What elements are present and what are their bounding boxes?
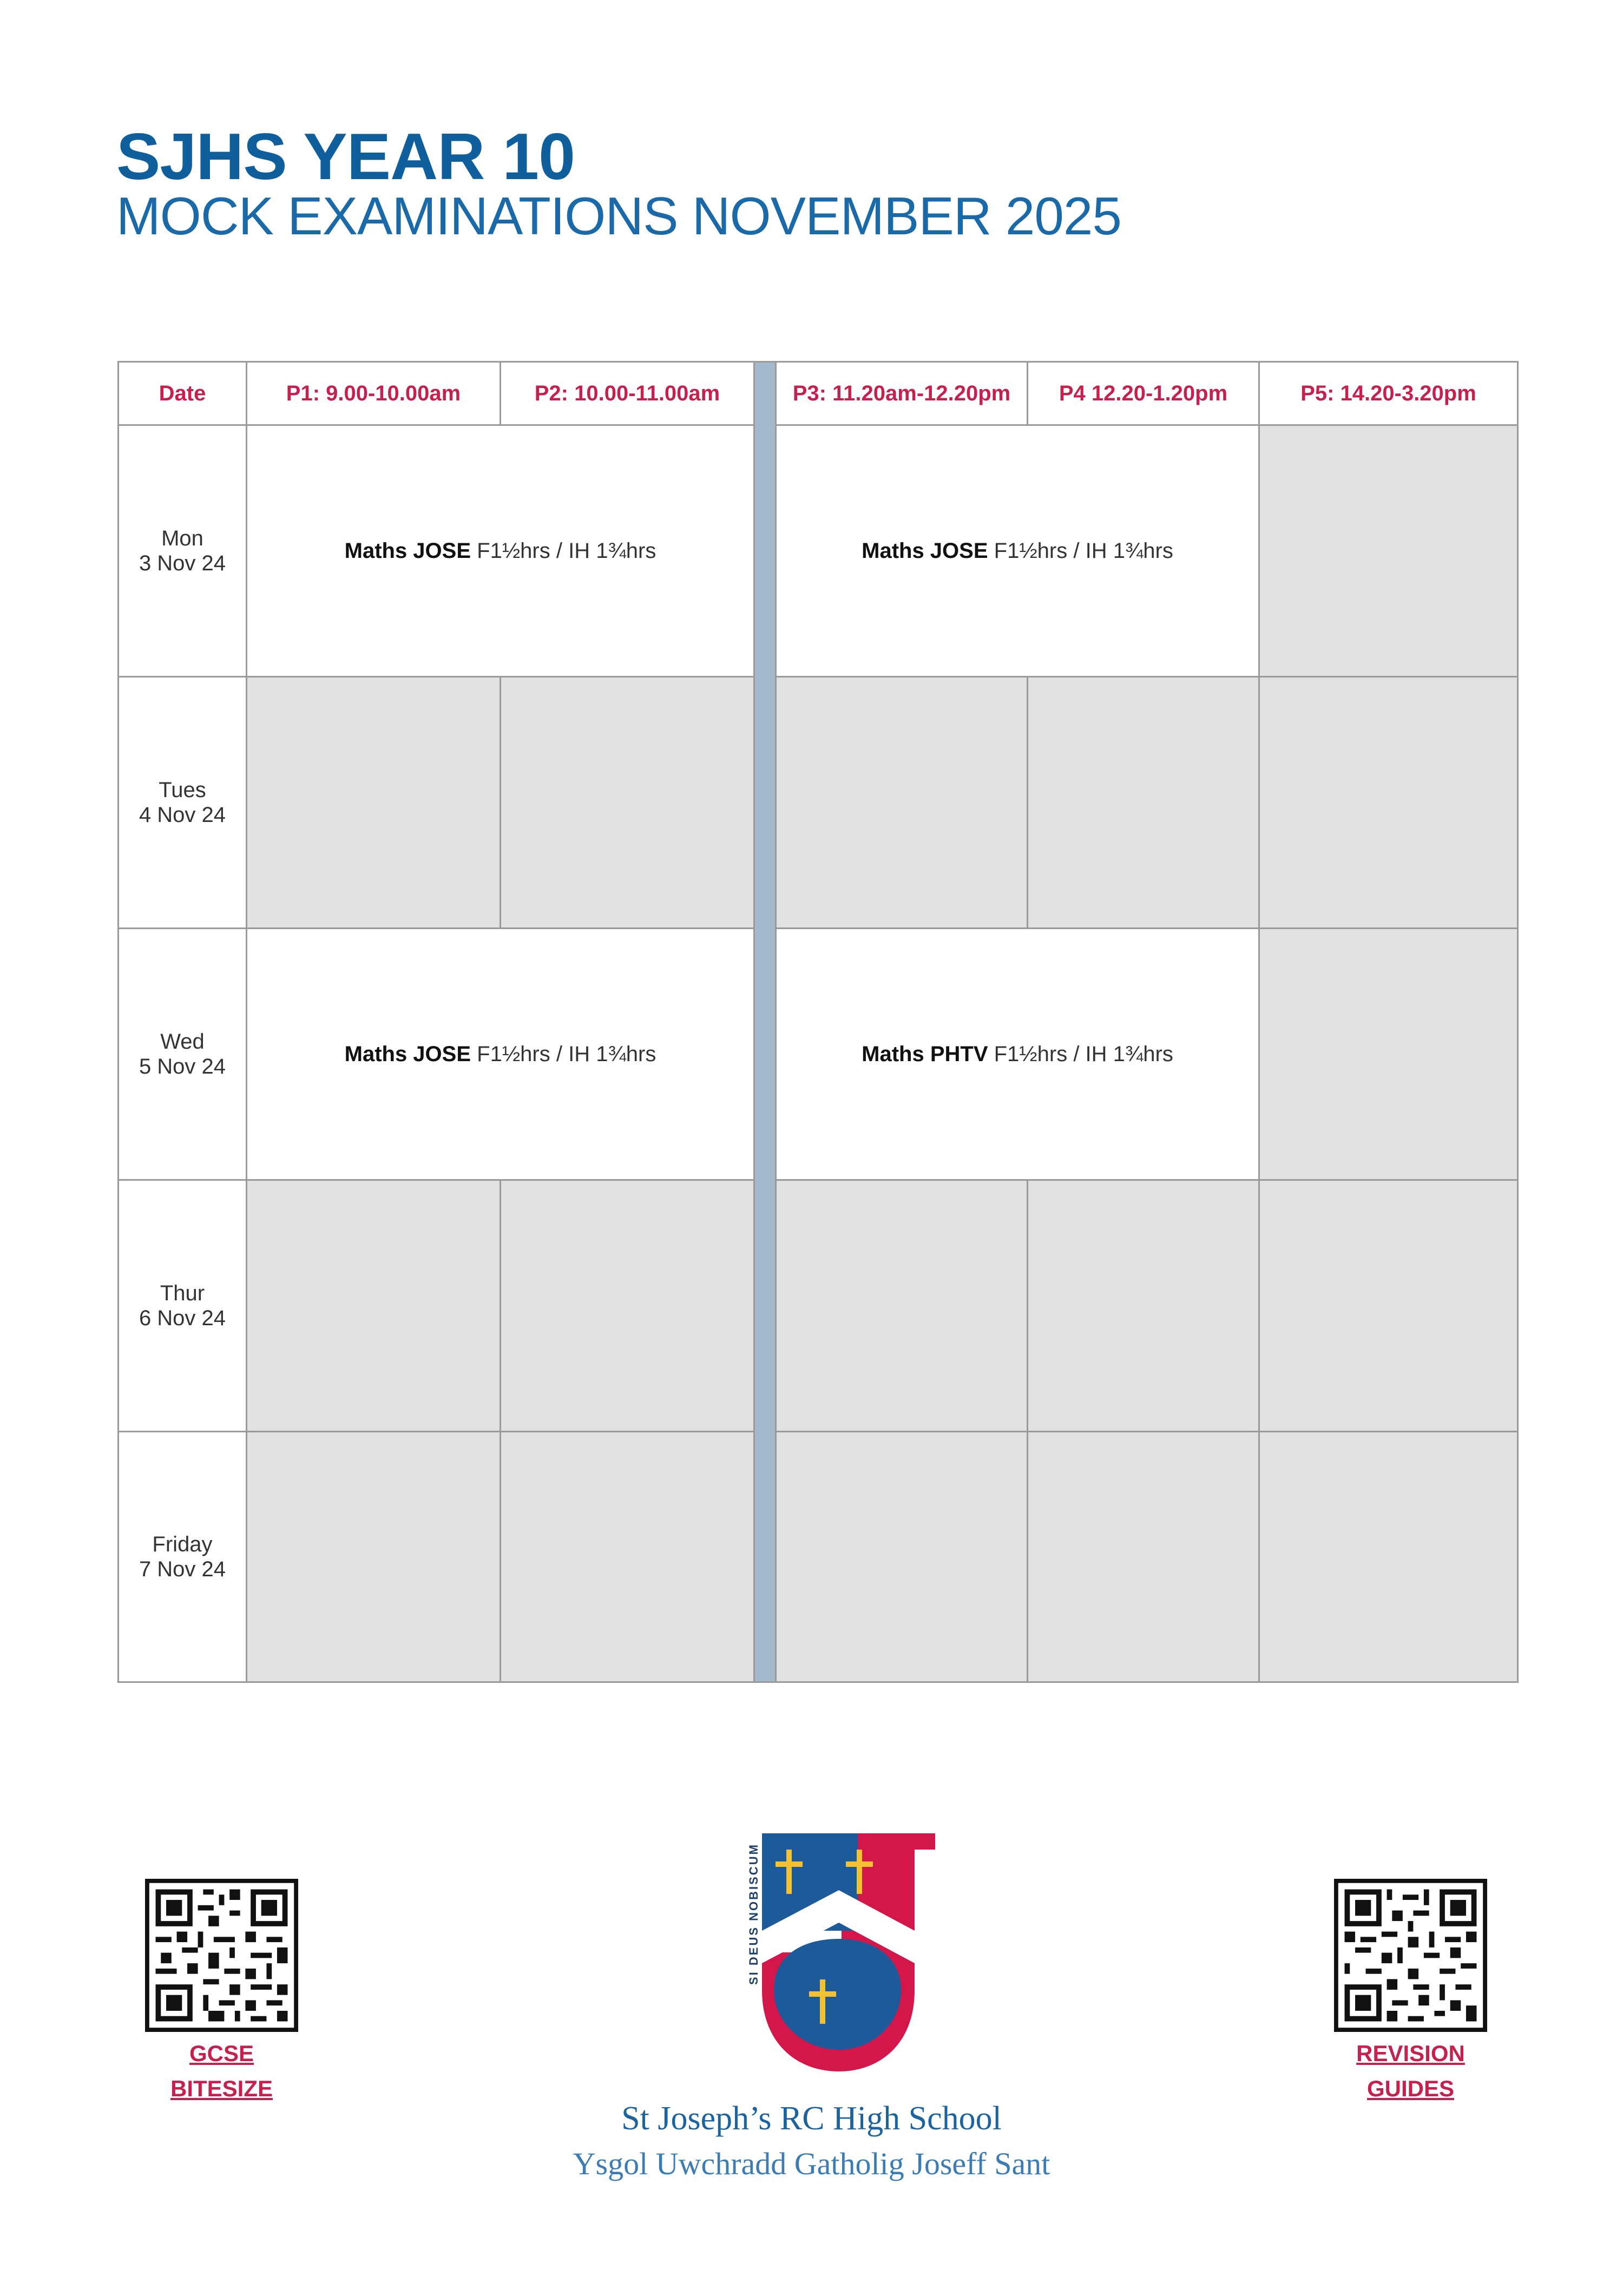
link-line: GUIDES	[1366, 2076, 1455, 2102]
school-crest-logo	[736, 1828, 942, 2077]
date-label: 7 Nov 24	[139, 1557, 226, 1581]
header-p2: P2: 10.00-11.00am	[500, 361, 755, 426]
row-date-mon	[117, 424, 247, 677]
empty-cell	[775, 1179, 1028, 1432]
page-title: SJHS YEAR 10	[116, 120, 575, 193]
header-p3: P3: 11.20am-12.20pm	[775, 361, 1028, 426]
exam-cell-mon-am	[246, 424, 755, 677]
exam-detail: F1½hrs / IH 1¾hrs	[471, 1042, 656, 1066]
day-label: Mon	[161, 527, 203, 550]
header-p1: P1: 9.00-10.00am	[246, 361, 501, 426]
exam-subject: Maths JOSE	[862, 538, 988, 563]
row-date-tues	[117, 676, 247, 929]
exam-subject: Maths PHTV	[862, 1042, 988, 1066]
empty-cell	[1258, 424, 1519, 677]
empty-cell	[1258, 1431, 1519, 1683]
empty-cell	[1027, 1431, 1260, 1683]
empty-cell	[1258, 1179, 1519, 1432]
exam-timetable	[117, 361, 1519, 1683]
exam-subject: Maths JOSE	[344, 1042, 471, 1066]
exam-cell-wed-pm	[775, 927, 1260, 1181]
date-label: 6 Nov 24	[139, 1306, 226, 1330]
school-name-english: St Joseph’s RC High School	[621, 2100, 1002, 2137]
link-line: GCSE	[189, 2041, 254, 2066]
exam-detail: F1½hrs / IH 1¾hrs	[471, 538, 656, 563]
day-label: Friday	[152, 1532, 213, 1556]
empty-cell	[775, 676, 1028, 929]
header-p4: P4 12.20-1.20pm	[1027, 361, 1260, 426]
empty-cell	[500, 1179, 755, 1432]
page-subtitle: MOCK EXAMINATIONS NOVEMBER 2025	[116, 186, 1121, 246]
exam-detail: F1½hrs / IH 1¾hrs	[988, 1042, 1173, 1066]
empty-cell	[1027, 676, 1260, 929]
empty-cell	[500, 1431, 755, 1683]
school-name-welsh: Ysgol Uwchradd Gatholig Joseff Sant	[573, 2146, 1050, 2181]
date-label: 5 Nov 24	[139, 1055, 226, 1078]
row-date-thur	[117, 1179, 247, 1432]
exam-detail: F1½hrs / IH 1¾hrs	[988, 538, 1173, 563]
link-line: BITESIZE	[170, 2076, 273, 2102]
day-label: Tues	[159, 778, 206, 802]
exam-subject: Maths JOSE	[344, 538, 471, 563]
date-label: 3 Nov 24	[139, 551, 226, 575]
empty-cell	[246, 676, 501, 929]
link-gcse-bitesize[interactable]	[140, 2036, 304, 2106]
break-column	[753, 361, 777, 1683]
header-p5: P5: 14.20-3.20pm	[1258, 361, 1519, 426]
date-label: 4 Nov 24	[139, 803, 226, 827]
row-date-wed	[117, 927, 247, 1181]
header-date: Date	[117, 361, 247, 426]
qr-code-bitesize[interactable]	[145, 1879, 298, 2032]
day-label: Wed	[160, 1030, 205, 1054]
empty-cell	[500, 676, 755, 929]
crest-motto: SI DEUS NOBISCUM	[747, 1843, 760, 1985]
row-date-friday	[117, 1431, 247, 1683]
empty-cell	[246, 1179, 501, 1432]
day-label: Thur	[160, 1281, 205, 1305]
empty-cell	[246, 1431, 501, 1683]
link-revision-guides[interactable]	[1329, 2036, 1493, 2106]
empty-cell	[1258, 676, 1519, 929]
empty-cell	[775, 1431, 1028, 1683]
empty-cell	[1027, 1179, 1260, 1432]
empty-cell	[1258, 927, 1519, 1181]
exam-cell-wed-am	[246, 927, 755, 1181]
link-line: REVISION	[1356, 2041, 1465, 2066]
qr-code-revision-guides[interactable]	[1334, 1879, 1487, 2032]
exam-cell-mon-pm	[775, 424, 1260, 677]
